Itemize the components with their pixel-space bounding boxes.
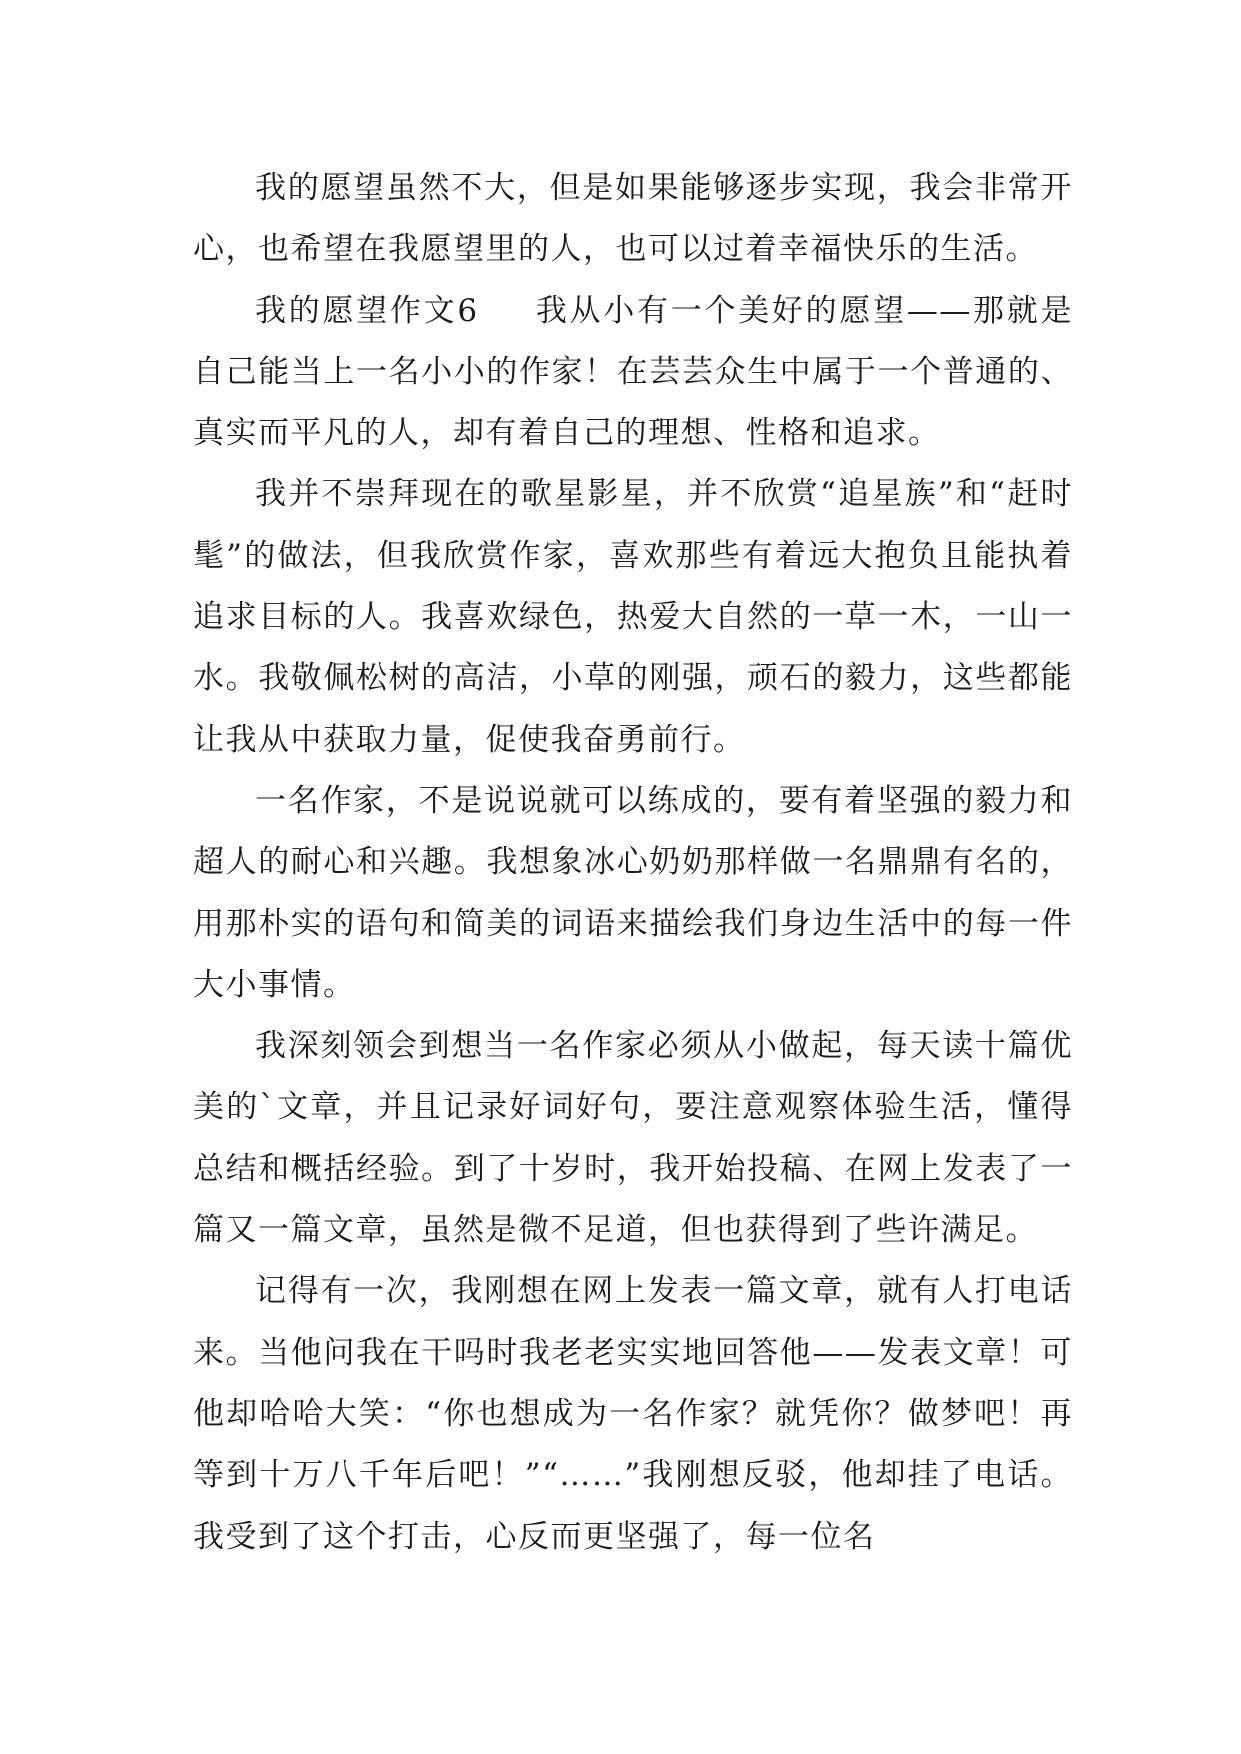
- paragraph-4: 一名作家，不是说说就可以练成的，要有着坚强的毅力和超人的耐心和兴趣。我想象冰心奶奶那样做一名鼎鼎有名的，用那朴实的语句和简美的词语来描绘我们身边生活中的每一件大小事情。: [193, 782, 1073, 1003]
- paragraph-2: [193, 281, 1073, 465]
- paragraph-3: 我并不崇拜现在的歌星影星，并不欣赏“追星族”和“赶时髦”的做法，但我欣赏作家，喜欢那些有着远大抱负且能执着追求目标的人。我喜欢绿色，热爱大自然的一草一木，一山一水。我敬佩松树的高洁，小草的刚强，顽石的毅力，这些都能让我从中获取力量，促使我奋勇前行。: [193, 476, 1073, 758]
- document-body: [193, 158, 1073, 1568]
- section-title: 我的愿望作文6: [255, 292, 479, 329]
- paragraph-6: 记得有一次，我刚想在网上发表一篇文章，就有人打电话来。当他问我在干吗时我老老实实地回答他——发表文章！可他却哈哈大笑：“你也想成为一名作家？就凭你？做梦吧！再等到十万八千年后吧！”“……”我刚想反驳，他却挂了电话。我受到了这个打击，心反而更坚强了，每一位名: [193, 1273, 1073, 1555]
- paragraph-1: 我的愿望虽然不大，但是如果能够逐步实现，我会非常开心，也希望在我愿望里的人，也可以过着幸福快乐的生活。: [193, 170, 1073, 268]
- paragraph-2-text: 我从小有一个美好的愿望——那就是自己能当上一名小小的作家！在芸芸众生中属于一个普通的、真实而平凡的人，却有着自己的理想、性格和追求。: [193, 292, 1073, 452]
- paragraph-5: 我深刻领会到想当一名作家必须从小做起，每天读十篇优美的`文章，并且记录好词好句，要注意观察体验生活，懂得总结和概括经验。到了十岁时，我开始投稿、在网上发表了一篇又一篇文章，虽然是微不足道，但也获得到了些许满足。: [193, 1028, 1073, 1249]
